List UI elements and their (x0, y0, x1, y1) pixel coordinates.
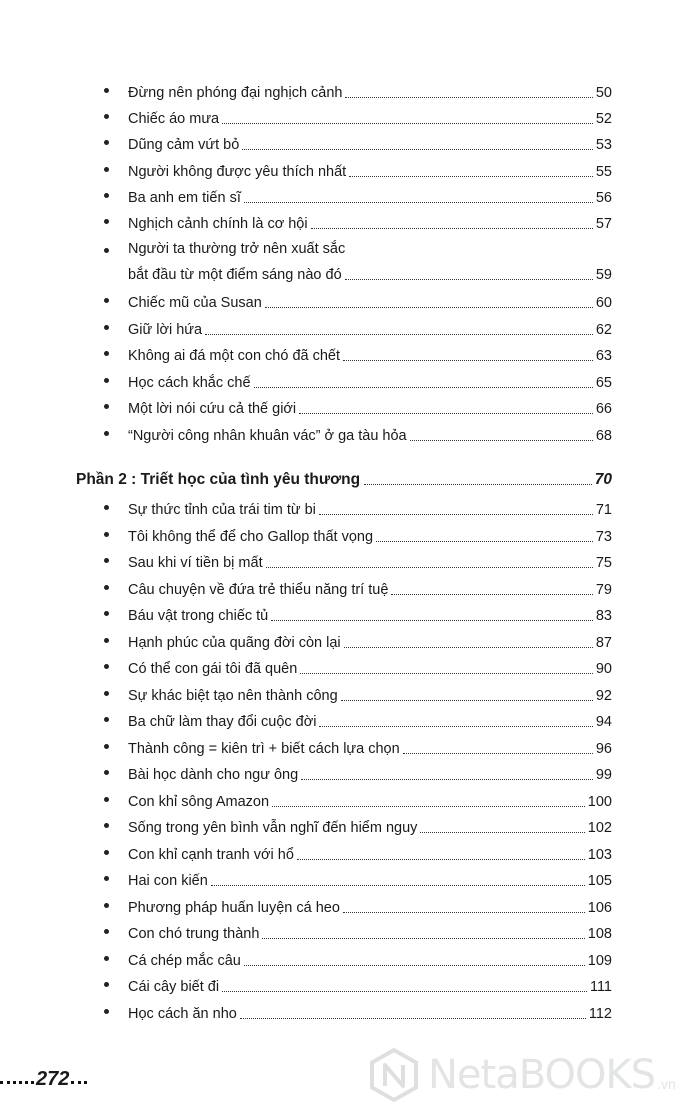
entry-title: Người không được yêu thích nhất (128, 164, 347, 180)
entry-page: 63 (595, 348, 612, 364)
bullet-icon (104, 1009, 109, 1014)
toc-entry (104, 736, 612, 762)
section-heading (76, 462, 612, 490)
bullet-icon (104, 797, 109, 802)
entry-title: Ba chữ làm thay đổi cuộc đời (128, 714, 317, 730)
entry-page: 111 (589, 979, 612, 995)
entry-title: Nghịch cảnh chính là cơ hội (128, 216, 308, 232)
entry-title: Chiếc áo mưa (128, 111, 220, 127)
toc-entry (104, 524, 612, 550)
bullet-icon (104, 876, 109, 881)
page-number-text: 272 (36, 1068, 70, 1090)
section-page: 70 (594, 471, 612, 488)
entry-page: 112 (588, 1006, 612, 1022)
toc-entry (104, 132, 612, 158)
entry-page: 65 (595, 375, 612, 391)
bullet-icon (104, 664, 109, 669)
bullet-icon (104, 378, 109, 383)
toc-entry (104, 497, 612, 523)
toc-entry (104, 762, 612, 788)
bullet-icon (104, 167, 109, 172)
bullet-icon (104, 744, 109, 749)
toc-entry (104, 974, 612, 1000)
n-hexagon-logo-icon (366, 1047, 422, 1103)
toc-entry (104, 423, 612, 449)
entry-title: Học cách ăn nho (128, 1006, 237, 1022)
bullet-icon (104, 982, 109, 987)
entry-page: 73 (595, 529, 612, 545)
entry-title: Giữ lời hứa (128, 322, 203, 338)
bullet-icon (104, 298, 109, 303)
entry-title: “Người công nhân khuân vác” ở ga tàu hỏa (128, 428, 407, 444)
folio-dots (0, 1081, 34, 1084)
entry-title: Cái cây biết đi (128, 979, 220, 995)
entry-page: 60 (595, 295, 612, 311)
toc-entry (104, 630, 612, 656)
bullet-icon (104, 956, 109, 961)
entry-page: 90 (595, 661, 612, 677)
entry-title: Ba anh em tiến sĩ (128, 190, 241, 206)
entry-title: Không ai đá một con chó đã chết (128, 348, 341, 364)
bullet-icon (104, 691, 109, 696)
toc-entry (104, 868, 612, 894)
entry-page: 92 (595, 688, 612, 704)
entry-title: Chiếc mũ của Susan (128, 295, 262, 311)
toc-entry (104, 211, 612, 237)
entry-title: Sự khác biệt tạo nên thành công (128, 688, 338, 704)
entry-title: Bài học dành cho ngư ông (128, 767, 299, 783)
toc-entry (104, 396, 612, 422)
entry-page: 109 (587, 953, 612, 969)
toc-entry (104, 656, 612, 682)
entry-title: Một lời nói cứu cả thế giới (128, 401, 297, 417)
entry-page: 56 (595, 190, 612, 206)
entry-title: Sau khi ví tiền bị mất (128, 555, 263, 571)
entry-page: 96 (595, 741, 612, 757)
entry-page: 102 (587, 820, 612, 836)
entry-title: Con chó trung thành (128, 926, 260, 942)
toc-entry (104, 185, 612, 211)
toc-entry (104, 550, 612, 576)
toc-entry (104, 603, 612, 629)
watermark (366, 1040, 696, 1110)
page-number (0, 1054, 87, 1090)
entry-page: 108 (587, 926, 612, 942)
entry-page: 83 (595, 608, 612, 624)
entry-title: Sống trong yên bình vẫn nghĩ đến hiểm nguy (128, 820, 418, 836)
toc-entry (104, 290, 612, 316)
watermark-tld: .vn (657, 1076, 676, 1092)
bullet-icon (104, 248, 109, 253)
toc-entry (104, 683, 612, 709)
bullet-icon (104, 638, 109, 643)
folio-dots (71, 1081, 87, 1084)
bullet-icon (104, 325, 109, 330)
entry-page: 103 (587, 847, 612, 863)
bullet-icon (104, 505, 109, 510)
bullet-icon (104, 850, 109, 855)
watermark-brand: NetaBOOKS (428, 1052, 656, 1098)
toc-entry (104, 921, 612, 947)
entry-page: 66 (595, 401, 612, 417)
bullet-icon (104, 404, 109, 409)
toc-entry (104, 343, 612, 369)
entry-title: Dũng cảm vứt bỏ (128, 137, 240, 153)
toc-entry (104, 370, 612, 396)
bullet-icon (104, 219, 109, 224)
entry-page: 55 (595, 164, 612, 180)
section-title: Phần 2 : Triết học của tình yêu thương (76, 471, 361, 488)
toc-entry (104, 317, 612, 343)
toc-entry (104, 948, 612, 974)
bullet-icon (104, 929, 109, 934)
entry-title-line1: Người ta thường trở nên xuất sắc (128, 241, 346, 257)
entry-page: 100 (587, 794, 612, 810)
entry-title: Hạnh phúc của quãng đời còn lại (128, 635, 341, 651)
toc-entry (104, 1001, 612, 1027)
bullet-icon (104, 585, 109, 590)
entry-page: 99 (595, 767, 612, 783)
entry-title: Đừng nên phóng đại nghịch cảnh (128, 85, 343, 101)
toc-entry (104, 815, 612, 841)
bullet-icon (104, 114, 109, 119)
entry-title: Câu chuyện về đứa trẻ thiểu năng trí tuệ (128, 582, 389, 598)
bullet-icon (104, 903, 109, 908)
bullet-icon (104, 351, 109, 356)
bullet-icon (104, 770, 109, 775)
bullet-icon (104, 88, 109, 93)
entry-page: 50 (595, 85, 612, 101)
entry-page: 105 (587, 873, 612, 889)
bullet-icon (104, 431, 109, 436)
bullet-icon (104, 532, 109, 537)
toc-entry (104, 106, 612, 132)
entry-title: Sự thức tỉnh của trái tim từ bi (128, 502, 316, 518)
entry-page: 57 (595, 216, 612, 232)
toc-entry (104, 159, 612, 185)
entry-title: bắt đầu từ một điểm sáng nào đó (128, 267, 342, 283)
entry-title: Có thể con gái tôi đã quên (128, 661, 298, 677)
entry-page: 87 (595, 635, 612, 651)
entry-title: Học cách khắc chế (128, 375, 251, 391)
entry-page: 75 (595, 555, 612, 571)
entry-title: Tôi không thể để cho Gallop thất vọng (128, 529, 374, 545)
toc-entry (104, 709, 612, 735)
bullet-icon (104, 611, 109, 616)
entry-title: Phương pháp huấn luyện cá heo (128, 900, 340, 916)
bullet-icon (104, 193, 109, 198)
bullet-icon (104, 717, 109, 722)
entry-page: 59 (595, 267, 612, 283)
entry-title: Con khỉ cạnh tranh với hổ (128, 847, 294, 863)
entry-page: 94 (595, 714, 612, 730)
entry-page: 52 (595, 111, 612, 127)
toc-entry (104, 789, 612, 815)
entry-page: 53 (595, 137, 612, 153)
bullet-icon (104, 558, 109, 563)
toc-entry (104, 577, 612, 603)
entry-page: 68 (595, 428, 612, 444)
toc-entry (104, 241, 612, 288)
bullet-icon (104, 140, 109, 145)
entry-title: Báu vật trong chiếc tủ (128, 608, 269, 624)
entry-page: 79 (595, 582, 612, 598)
toc-entry (104, 80, 612, 106)
bullet-icon (104, 823, 109, 828)
entry-title: Cá chép mắc câu (128, 953, 241, 969)
entry-title: Con khỉ sông Amazon (128, 794, 270, 810)
entry-title: Hai con kiến (128, 873, 208, 889)
entry-page: 62 (595, 322, 612, 338)
toc-entry (104, 842, 612, 868)
toc-entry (104, 895, 612, 921)
entry-page: 106 (587, 900, 612, 916)
entry-title: Thành công = kiên trì + biết cách lựa chọn (128, 741, 400, 757)
entry-page: 71 (595, 502, 612, 518)
